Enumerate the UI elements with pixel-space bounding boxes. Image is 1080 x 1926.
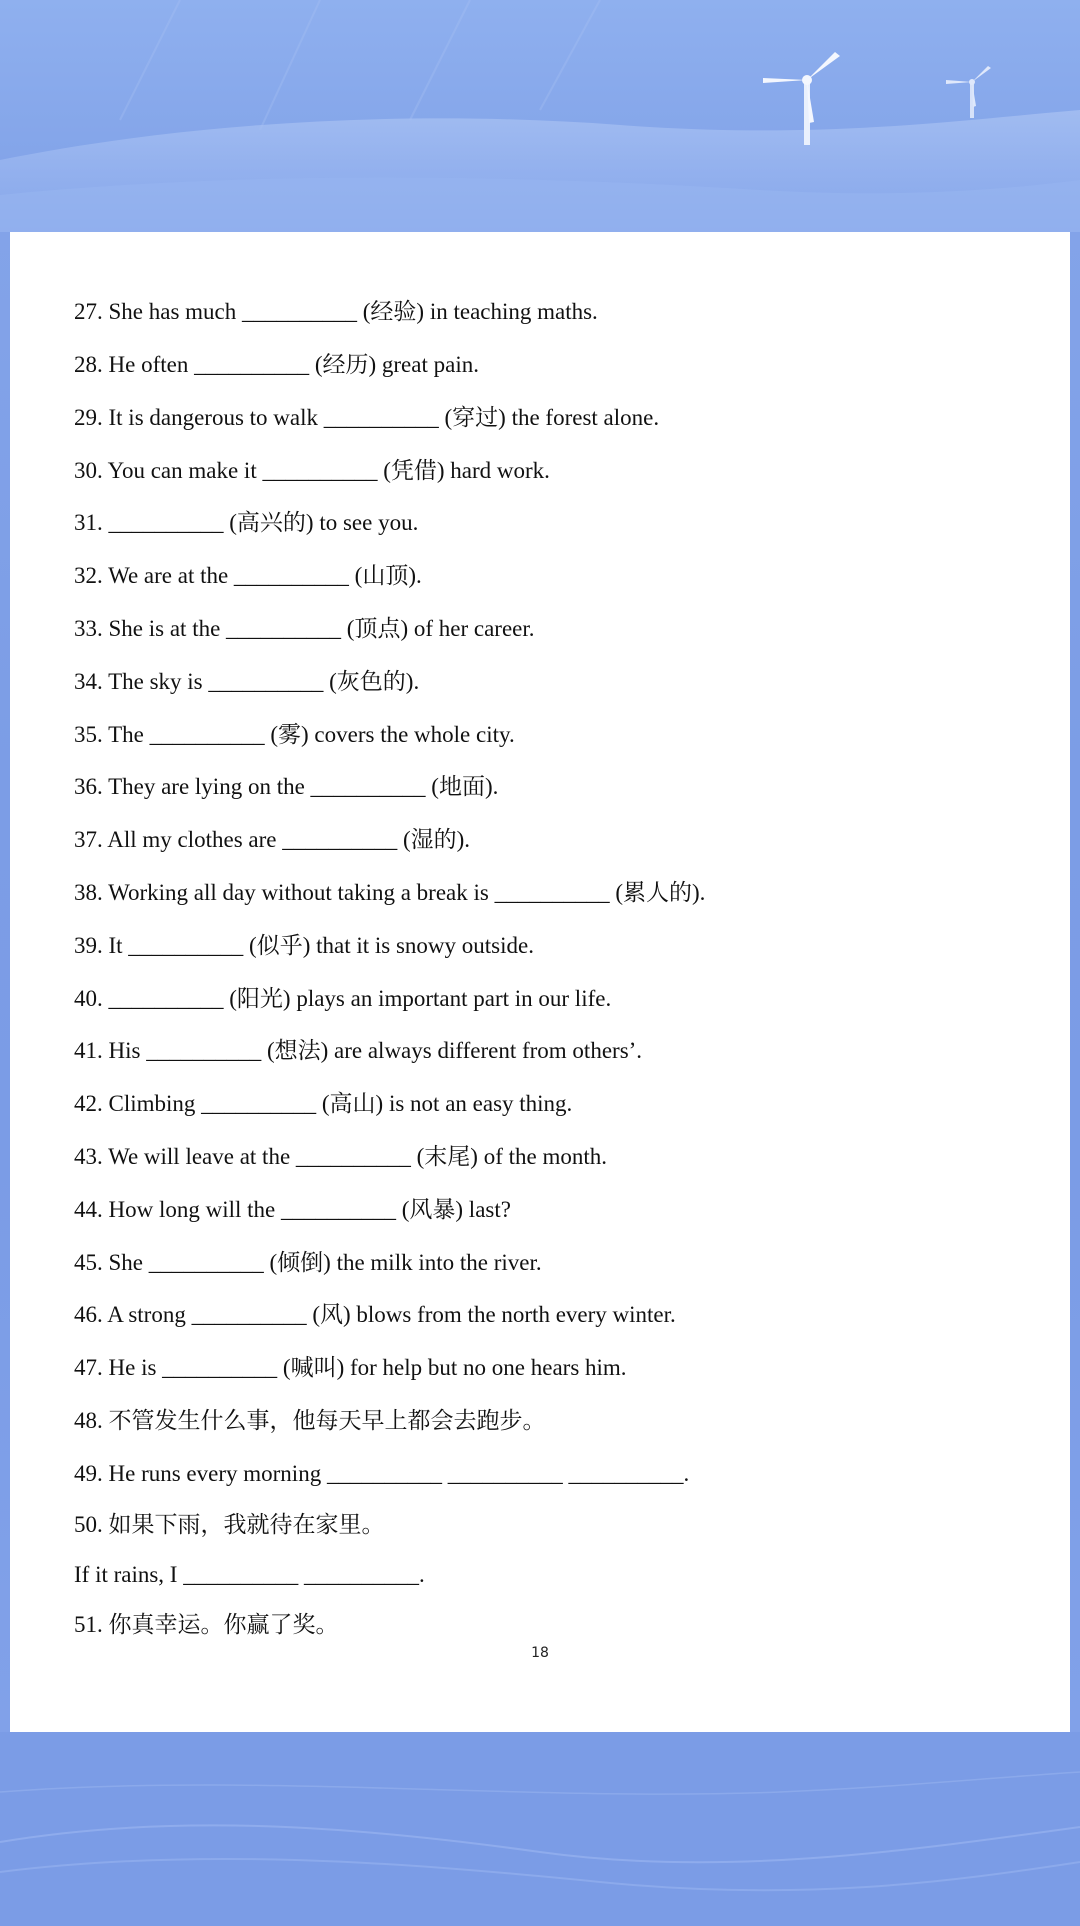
exercise-item: 47. He is __________ (喊叫) for help but no one hears him. [74,1355,627,1380]
footer-background [0,1732,1080,1926]
exercise-item: 44. How long will the __________ (风暴) last? [74,1197,511,1222]
header-background [0,0,1080,232]
exercise-item: 35. The __________ (雾) covers the whole city. [74,722,515,747]
exercise-item: 34. The sky is __________ (灰色的). [74,669,420,694]
exercise-item: 33. She is at the __________ (顶点) of her career. [74,616,535,641]
exercise-item: 31. __________ (高兴的) to see you. [74,510,419,535]
exercise-item: 29. It is dangerous to walk __________ (穿过) the forest alone. [74,405,660,430]
exercise-item: 28. He often __________ (经历) great pain. [74,352,479,377]
exercise-item: 49. He runs every morning __________ __________ __________. [74,1461,690,1486]
exercise-item: 42. Climbing __________ (高山) is not an easy thing. [74,1091,573,1116]
exercise-item: 39. It __________ (似乎) that it is snowy outside. [74,933,534,958]
exercise-item: 40. __________ (阳光) plays an important part in our life. [74,986,612,1011]
exercise-item: If it rains, I __________ __________. [74,1562,425,1587]
exercise-item: 51. 你真幸运。你赢了奖。 [74,1612,339,1637]
footer-waves [0,1732,1080,1926]
exercise-item: 38. Working all day without taking a break is __________ (累人的). [74,880,706,905]
worksheet-page [10,232,1070,1732]
exercise-item: 45. She __________ (倾倒) the milk into the river. [74,1250,542,1275]
header-landscape [0,0,1080,232]
exercise-item: 37. All my clothes are __________ (湿的). [74,827,471,852]
exercise-item: 27. She has much __________ (经验) in teaching maths. [74,299,598,324]
exercise-item: 32. We are at the __________ (山顶). [74,563,422,588]
exercise-item: 36. They are lying on the __________ (地面). [74,774,499,799]
exercise-item: 41. His __________ (想法) are always different from others’. [74,1038,643,1063]
page-number: 18 [531,1645,549,1661]
exercise-item: 30. You can make it __________ (凭借) hard work. [74,458,550,483]
exercise-item: 46. A strong __________ (风) blows from the north every winter. [74,1302,676,1327]
exercise-item: 48. 不管发生什么事，他每天早上都会去跑步。 [74,1408,546,1433]
exercise-item: 50. 如果下雨，我就待在家里。 [74,1512,385,1537]
exercise-item: 43. We will leave at the __________ (末尾) of the month. [74,1144,608,1169]
